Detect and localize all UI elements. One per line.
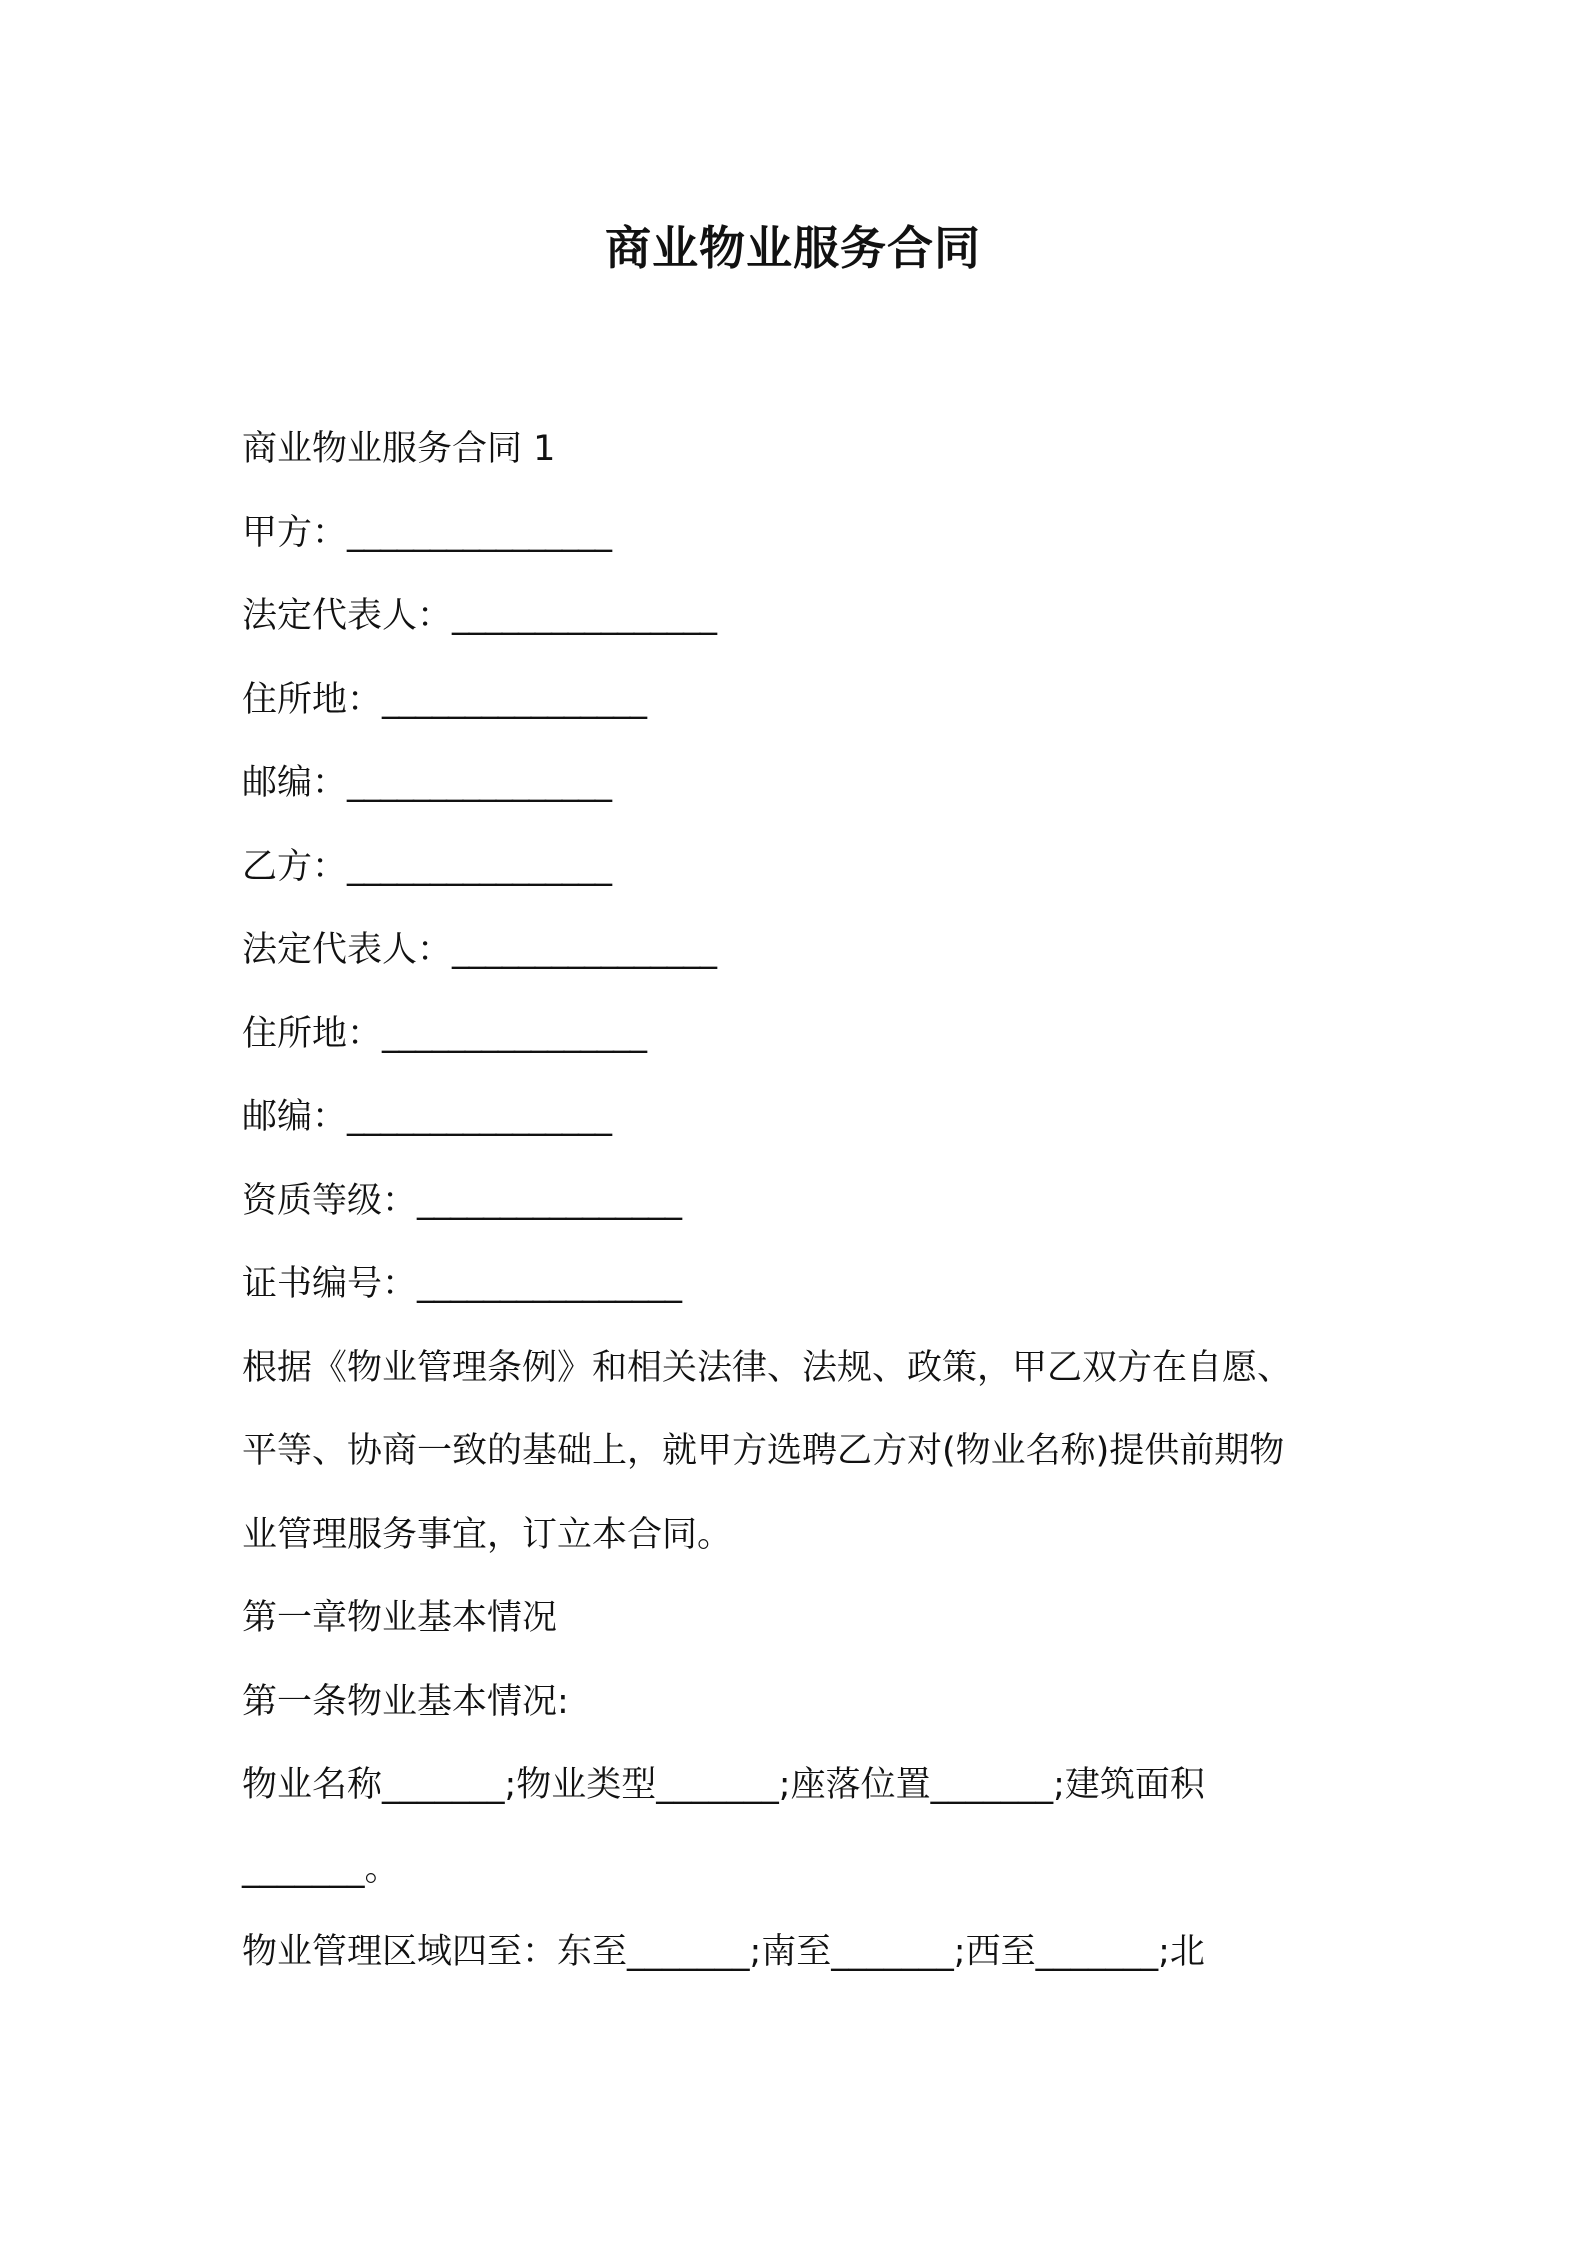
party-b-postcode-field <box>242 1076 1372 1160</box>
fill-in-blank: ________________ <box>347 846 612 887</box>
fill-in-blank: ________________ <box>417 1180 682 1221</box>
qualification-level-field <box>242 1160 1372 1244</box>
fill-in-blank: ________________ <box>347 763 612 803</box>
party-a-address-field <box>242 659 1372 743</box>
document-title: 商业物业服务合同 <box>605 221 981 275</box>
certificate-number-field <box>242 1243 1372 1327</box>
field-label: 证书编号： <box>242 1264 418 1304</box>
paragraph-line: 平等、协商一致的基础上，就甲方选聘乙方对(物业名称)提供前期物 <box>242 1431 1285 1471</box>
party-a-postcode-field <box>242 742 1372 826</box>
field-label: 邮编： <box>242 1097 348 1137</box>
fill-in-blank: ________________ <box>452 596 717 636</box>
field-label: 住所地： <box>242 1013 383 1054</box>
intro-paragraph <box>242 1327 1372 1578</box>
property-info-paragraph <box>242 1744 1372 1911</box>
field-label: 法定代表人： <box>242 596 453 636</box>
party-b-legal-representative-field <box>242 909 1372 993</box>
paragraph-line: 业管理服务事宜，订立本合同。 <box>242 1514 733 1555</box>
party-a-field <box>242 492 1372 576</box>
party-a-legal-representative-field <box>242 575 1372 659</box>
paragraph-line: _______。 <box>242 1848 400 1889</box>
field-label: 邮编： <box>242 763 348 803</box>
boundary-line: 物业管理区域四至：东至_______;南至_______;西至_______;北 <box>242 1932 1205 1972</box>
field-label: 法定代表人： <box>242 930 453 970</box>
field-label: 乙方： <box>242 846 348 887</box>
document-body <box>242 408 1372 1995</box>
article-heading: 第一条物业基本情况: <box>242 1681 569 1722</box>
fill-in-blank: ________________ <box>417 1264 682 1304</box>
party-b-field <box>242 826 1372 910</box>
chapter-heading: 第一章物业基本情况 <box>242 1598 558 1638</box>
field-label: 资质等级： <box>242 1180 418 1221</box>
contract-subtitle: 商业物业服务合同 1 <box>242 429 556 469</box>
fill-in-blank: ________________ <box>347 1097 612 1137</box>
paragraph-line: 物业名称_______;物业类型_______;座落位置_______;建筑面积 <box>242 1765 1205 1805</box>
paragraph-line: 根据《物业管理条例》和相关法律、法规、政策，甲乙双方在自愿、 <box>242 1347 1293 1388</box>
fill-in-blank: ________________ <box>452 930 717 970</box>
party-b-address-field <box>242 993 1372 1077</box>
fill-in-blank: ________________ <box>347 512 612 553</box>
field-label: 住所地： <box>242 679 383 720</box>
fill-in-blank: ________________ <box>382 679 647 720</box>
field-label: 甲方： <box>242 512 348 553</box>
fill-in-blank: ________________ <box>382 1013 647 1054</box>
